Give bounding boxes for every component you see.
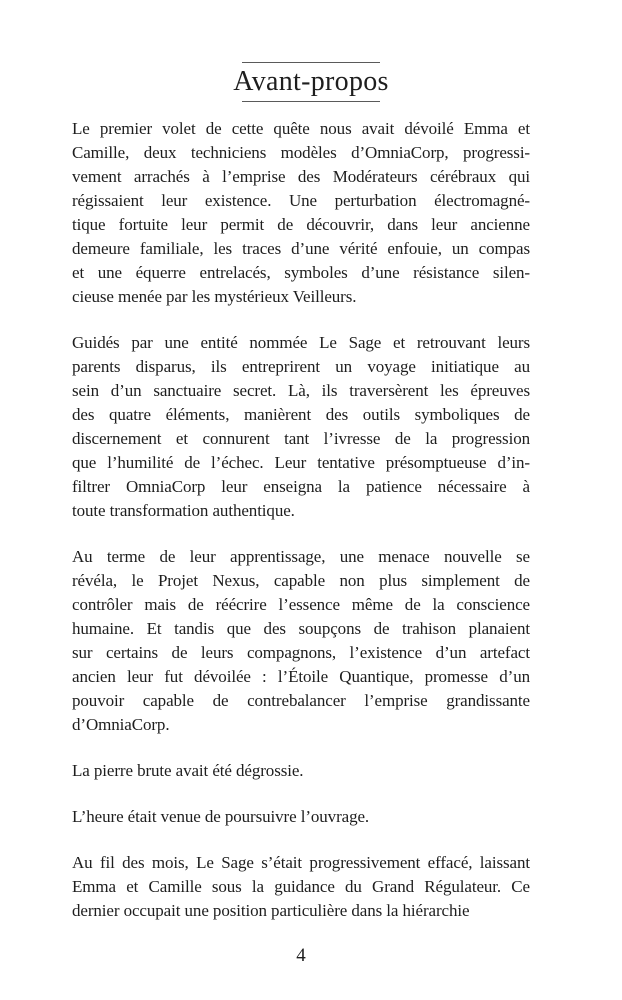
text-line: cieuse menée par les mystérieux Veilleurs. (72, 287, 357, 306)
text-line: tique fortuite leur permit de découvrir, dans leur ancienne (72, 215, 530, 234)
title-rule-bottom (242, 101, 380, 102)
text-line: L’heure était venue de poursuivre l’ouvrage. (72, 807, 370, 826)
paragraph (72, 331, 530, 523)
paragraph (72, 545, 530, 737)
text-line: Camille, deux techniciens modèles d’OmniaCorp, progressi- (72, 143, 530, 162)
text-line: filtrer OmniaCorp leur enseigna la patience nécessaire à (72, 477, 530, 496)
text-line: dernier occupait une position particulière dans la hiérarchie (72, 901, 470, 920)
text-line: Au fil des mois, Le Sage s’était progressivement effacé, laissant (72, 853, 530, 872)
page-footer (72, 944, 530, 968)
text-line: La pierre brute avait été dégrossie. (72, 761, 304, 780)
paragraph (72, 117, 530, 309)
chapter-heading (0, 62, 622, 102)
page-title: Avant-propos (233, 66, 389, 97)
text-line: sur certains de leurs compagnons, l’existence d’un artefact (72, 643, 530, 662)
text-line: pouvoir capable de contrebalancer l’emprise grandissante (72, 691, 530, 710)
paragraph (72, 805, 530, 829)
text-line: sein d’un sanctuaire secret. Là, ils traversèrent les épreuves (72, 381, 530, 400)
body-text (72, 117, 530, 923)
text-line: contrôler mais de réécrire l’essence même de la conscience (72, 595, 530, 614)
text-line: régissaient leur existence. Une perturbation électromagné- (72, 191, 530, 210)
paragraph (72, 759, 530, 783)
text-line: révéla, le Projet Nexus, capable non plus simplement de (72, 571, 530, 590)
text-line: d’OmniaCorp. (72, 715, 170, 734)
text-line: discernement et connurent tant l’ivresse de la progression (72, 429, 530, 448)
text-line: et une équerre entrelacés, symboles d’une résistance silen- (72, 263, 530, 282)
text-line: Guidés par une entité nommée Le Sage et retrouvant leurs (72, 333, 530, 352)
text-line: ancien leur fut dévoilée : l’Étoile Quantique, promesse d’un (72, 667, 530, 686)
text-line: que l’humilité de l’échec. Leur tentative présomptueuse d’in- (72, 453, 530, 472)
text-line: humaine. Et tandis que des soupçons de trahison planaient (72, 619, 530, 638)
text-line: vement arrachés à l’emprise des Modérateurs cérébraux qui (72, 167, 530, 186)
text-line: parents disparus, ils entreprirent un voyage initiatique au (72, 357, 530, 376)
text-line: demeure familiale, les traces d’une vérité enfouie, un compas (72, 239, 530, 258)
paragraph (72, 851, 530, 923)
text-line: Le premier volet de cette quête nous avait dévoilé Emma et (72, 119, 530, 138)
page-number: 4 (296, 945, 306, 966)
text-line: toute transformation authentique. (72, 501, 295, 520)
text-line: Au terme de leur apprentissage, une menace nouvelle se (72, 547, 530, 566)
text-line: des quatre éléments, manièrent des outils symboliques de (72, 405, 530, 424)
text-line: Emma et Camille sous la guidance du Grand Régulateur. Ce (72, 877, 530, 896)
